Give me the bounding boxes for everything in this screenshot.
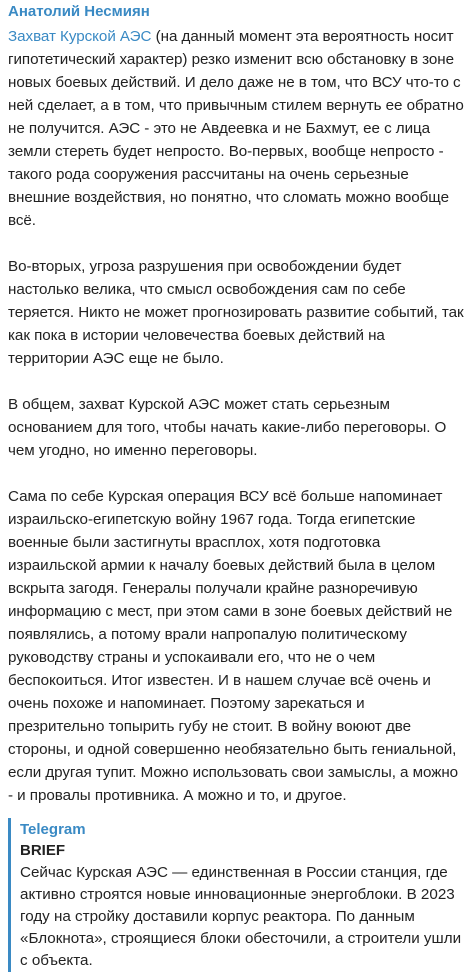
- paragraph-1-text: (на данный момент эта вероятность носит гипотетический характер) резко изменит всю обстановку в зоне новых боевых действий. И дело даже не в том, что ВСУ что-то с ней сделает, а в том, что привычным стилем вернуть ее обратно не получится. АЭС - это не Авдеевка и не Бахмут, ее с лица земли стереть будет непросто. Во-первых, вообще непросто - такого рода сооружения рассчитаны на очень серьезные внешние воздействия, но понятно, что сломать можно вообще всё.: [8, 28, 464, 229]
- paragraph-1: [8, 25, 465, 232]
- kursk-npp-link[interactable]: Захват Курской АЭС: [8, 28, 152, 45]
- paragraph-2: Во-вторых, угроза разрушения при освобождении будет настолько велика, что смысл освобождения сам по себе теряется. Никто не может прогнозировать развитие событий, так как пока в истории человечества боевых действий на территории АЭС еще не было.: [8, 258, 464, 367]
- link-preview-description: Сейчас Курская АЭС — единственная в России станция, где активно строятся новые инновационные энергоблоки. В 2023 году на стройку доставили корпус реактора. По данным «Блокнота», строящиеся блоки обесточили, а строители ушли с объекта.: [20, 864, 462, 969]
- message-text: [8, 25, 465, 807]
- link-preview-source: Telegram: [20, 821, 86, 838]
- link-preview[interactable]: [8, 818, 463, 972]
- paragraph-4: Сама по себе Курская операция ВСУ всё больше напоминает израильско-египетскую войну 1967 года. Тогда египетские военные были застигнуты врасплох, хотя подготовка израильской армии к началу боевых действий была в целом вскрыта загодя. Генералы получали крайне разноречивую информацию с мест, при этом сами в зоне боевых действий не появлялись, а потому врали напропалую политическому руководству страны и успокаивали его, что не о чем беспокоиться. Итог известен. И в нашем случае всё очень и очень похоже и напоминает. Поэтому зарекаться и презрительно топырить губу не стоит. В войну воюют две стороны, и одной совершенно необязательно быть гениальной, если другая тупит. Можно использовать свои замыслы, а можно - и провалы противника. А можно и то, и другое.: [8, 488, 459, 804]
- paragraph-3: В общем, захват Курской АЭС может стать серьезным основанием для того, чтобы начать какие-либо переговоры. О чем угодно, но именно переговоры.: [8, 396, 447, 459]
- author-name[interactable]: Анатолий Несмиян: [8, 3, 150, 20]
- link-preview-title: BRIEF: [20, 842, 65, 859]
